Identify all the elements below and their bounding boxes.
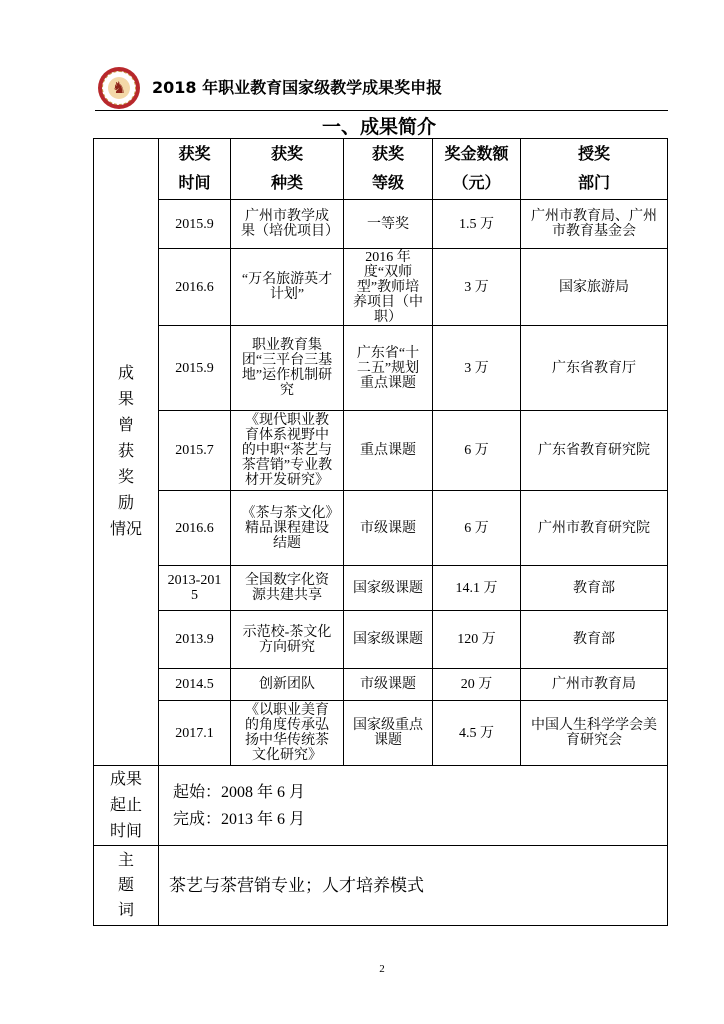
page-number: 2 (379, 963, 385, 975)
award-issuer-cell: 广州市教育局、广州市教育基金会 (521, 200, 668, 249)
award-time-cell: 2013-2015 (159, 566, 231, 611)
header-line: 种类 (270, 175, 303, 192)
award-amount-cell: 6 万 (433, 491, 521, 566)
label-line: 成 (117, 365, 134, 382)
award-time-cell: 2016.6 (159, 491, 231, 566)
award-amount-cell: 14.1 万 (433, 566, 521, 611)
award-time-cell: 2015.9 (159, 200, 231, 249)
award-issuer-cell: 中国人生科学学会美育研究会 (521, 701, 668, 766)
header-line: 获奖 (178, 146, 211, 163)
period-row (94, 766, 668, 846)
header-award-time (159, 139, 231, 200)
header-award-issuer (521, 139, 668, 200)
award-amount-cell: 4.5 万 (433, 701, 521, 766)
award-row (94, 326, 668, 411)
horse-icon: ♞ (108, 77, 130, 99)
award-row (94, 200, 668, 249)
award-time-cell: 2013.9 (159, 611, 231, 669)
period-start: 起始：2008 年 6 月 (173, 783, 306, 801)
label-line: 时间 (109, 822, 142, 840)
school-logo (98, 67, 140, 109)
label-line: 曾 (117, 417, 134, 434)
section-title: 一、成果简介 (321, 116, 436, 138)
header-award-level (344, 139, 433, 200)
award-level-cell: 一等奖 (344, 200, 433, 249)
award-issuer-cell: 教育部 (521, 566, 668, 611)
header-line: 获奖 (371, 146, 404, 163)
award-type-cell: 《以职业美育的角度传承弘扬中华传统茶文化研究》 (231, 701, 344, 766)
award-amount-cell: 6 万 (433, 411, 521, 491)
award-issuer-cell: 广州市教育研究院 (521, 491, 668, 566)
header-line: （元） (452, 175, 501, 192)
label-line: 励 (117, 495, 134, 512)
award-amount-cell: 3 万 (433, 326, 521, 411)
label-line: 题 (117, 877, 134, 894)
award-type-cell: 《茶与茶文化》精品课程建设结题 (231, 491, 344, 566)
award-row (94, 566, 668, 611)
label-line: 获 (117, 443, 134, 460)
award-type-cell: 职业教育集团“三平台三基地”运作机制研究 (231, 326, 344, 411)
award-level-cell: 国家级重点课题 (344, 701, 433, 766)
keywords-label-cell (94, 846, 159, 926)
header-award-type (231, 139, 344, 200)
award-issuer-cell: 教育部 (521, 611, 668, 669)
award-time-cell: 2015.9 (159, 326, 231, 411)
label-line: 主 (117, 852, 134, 869)
header-award-amount (433, 139, 521, 200)
keywords-row (94, 846, 668, 926)
award-amount-cell: 20 万 (433, 669, 521, 701)
award-type-cell: 广州市教学成果（培优项目） (231, 200, 344, 249)
award-row (94, 491, 668, 566)
award-type-cell: 全国数字化资源共建共享 (231, 566, 344, 611)
header-title: 2018 年职业教育国家级教学成果奖申报 (152, 78, 443, 97)
award-row (94, 701, 668, 766)
award-time-cell: 2016.6 (159, 249, 231, 326)
award-level-cell: 市级课题 (344, 491, 433, 566)
award-time-cell: 2014.5 (159, 669, 231, 701)
award-level-cell: 重点课题 (344, 411, 433, 491)
header-line: 部门 (577, 175, 610, 192)
label-line: 起止 (109, 796, 142, 814)
award-level-cell: 市级课题 (344, 669, 433, 701)
awards-label-cell (94, 139, 159, 766)
award-amount-cell: 1.5 万 (433, 200, 521, 249)
keywords-value-cell: 茶艺与茶营销专业；人才培养模式 (159, 846, 668, 926)
header-line: 时间 (178, 175, 211, 192)
award-amount-cell: 3 万 (433, 249, 521, 326)
header-line: 授奖 (577, 146, 610, 163)
award-type-cell: 示范校-茶文化方向研究 (231, 611, 344, 669)
label-line: 果 (117, 391, 134, 408)
period-label-cell (94, 766, 159, 846)
header-divider (95, 110, 668, 111)
label-line: 成果 (109, 770, 142, 788)
award-level-cell: 广东省“十二五”规划重点课题 (344, 326, 433, 411)
award-type-cell: 《现代职业教育体系视野中的中职“茶艺与茶营销”专业教材开发研究》 (231, 411, 344, 491)
period-value-cell (159, 766, 668, 846)
award-issuer-cell: 广东省教育厅 (521, 326, 668, 411)
award-type-cell: “万名旅游英才计划” (231, 249, 344, 326)
award-row (94, 411, 668, 491)
award-time-cell: 2015.7 (159, 411, 231, 491)
award-time-cell: 2017.1 (159, 701, 231, 766)
award-row (94, 669, 668, 701)
award-amount-cell: 120 万 (433, 611, 521, 669)
period-end: 完成：2013 年 6 月 (173, 810, 306, 828)
achievement-summary-table (93, 138, 668, 926)
award-level-cell: 国家级课题 (344, 566, 433, 611)
label-line: 词 (117, 902, 134, 919)
award-issuer-cell: 广东省教育研究院 (521, 411, 668, 491)
award-level-cell: 2016 年度“双师型”教师培养项目（中职） (344, 249, 433, 326)
header-line: 等级 (371, 175, 404, 192)
award-type-cell: 创新团队 (231, 669, 344, 701)
header-line: 奖金数额 (444, 146, 509, 163)
award-row (94, 249, 668, 326)
header-line: 获奖 (270, 146, 303, 163)
award-issuer-cell: 广州市教育局 (521, 669, 668, 701)
award-issuer-cell: 国家旅游局 (521, 249, 668, 326)
label-line: 情况 (109, 521, 142, 538)
award-level-cell: 国家级课题 (344, 611, 433, 669)
award-row (94, 611, 668, 669)
logo-ring (102, 71, 136, 105)
awards-header-row (94, 139, 668, 200)
label-line: 奖 (117, 469, 134, 486)
